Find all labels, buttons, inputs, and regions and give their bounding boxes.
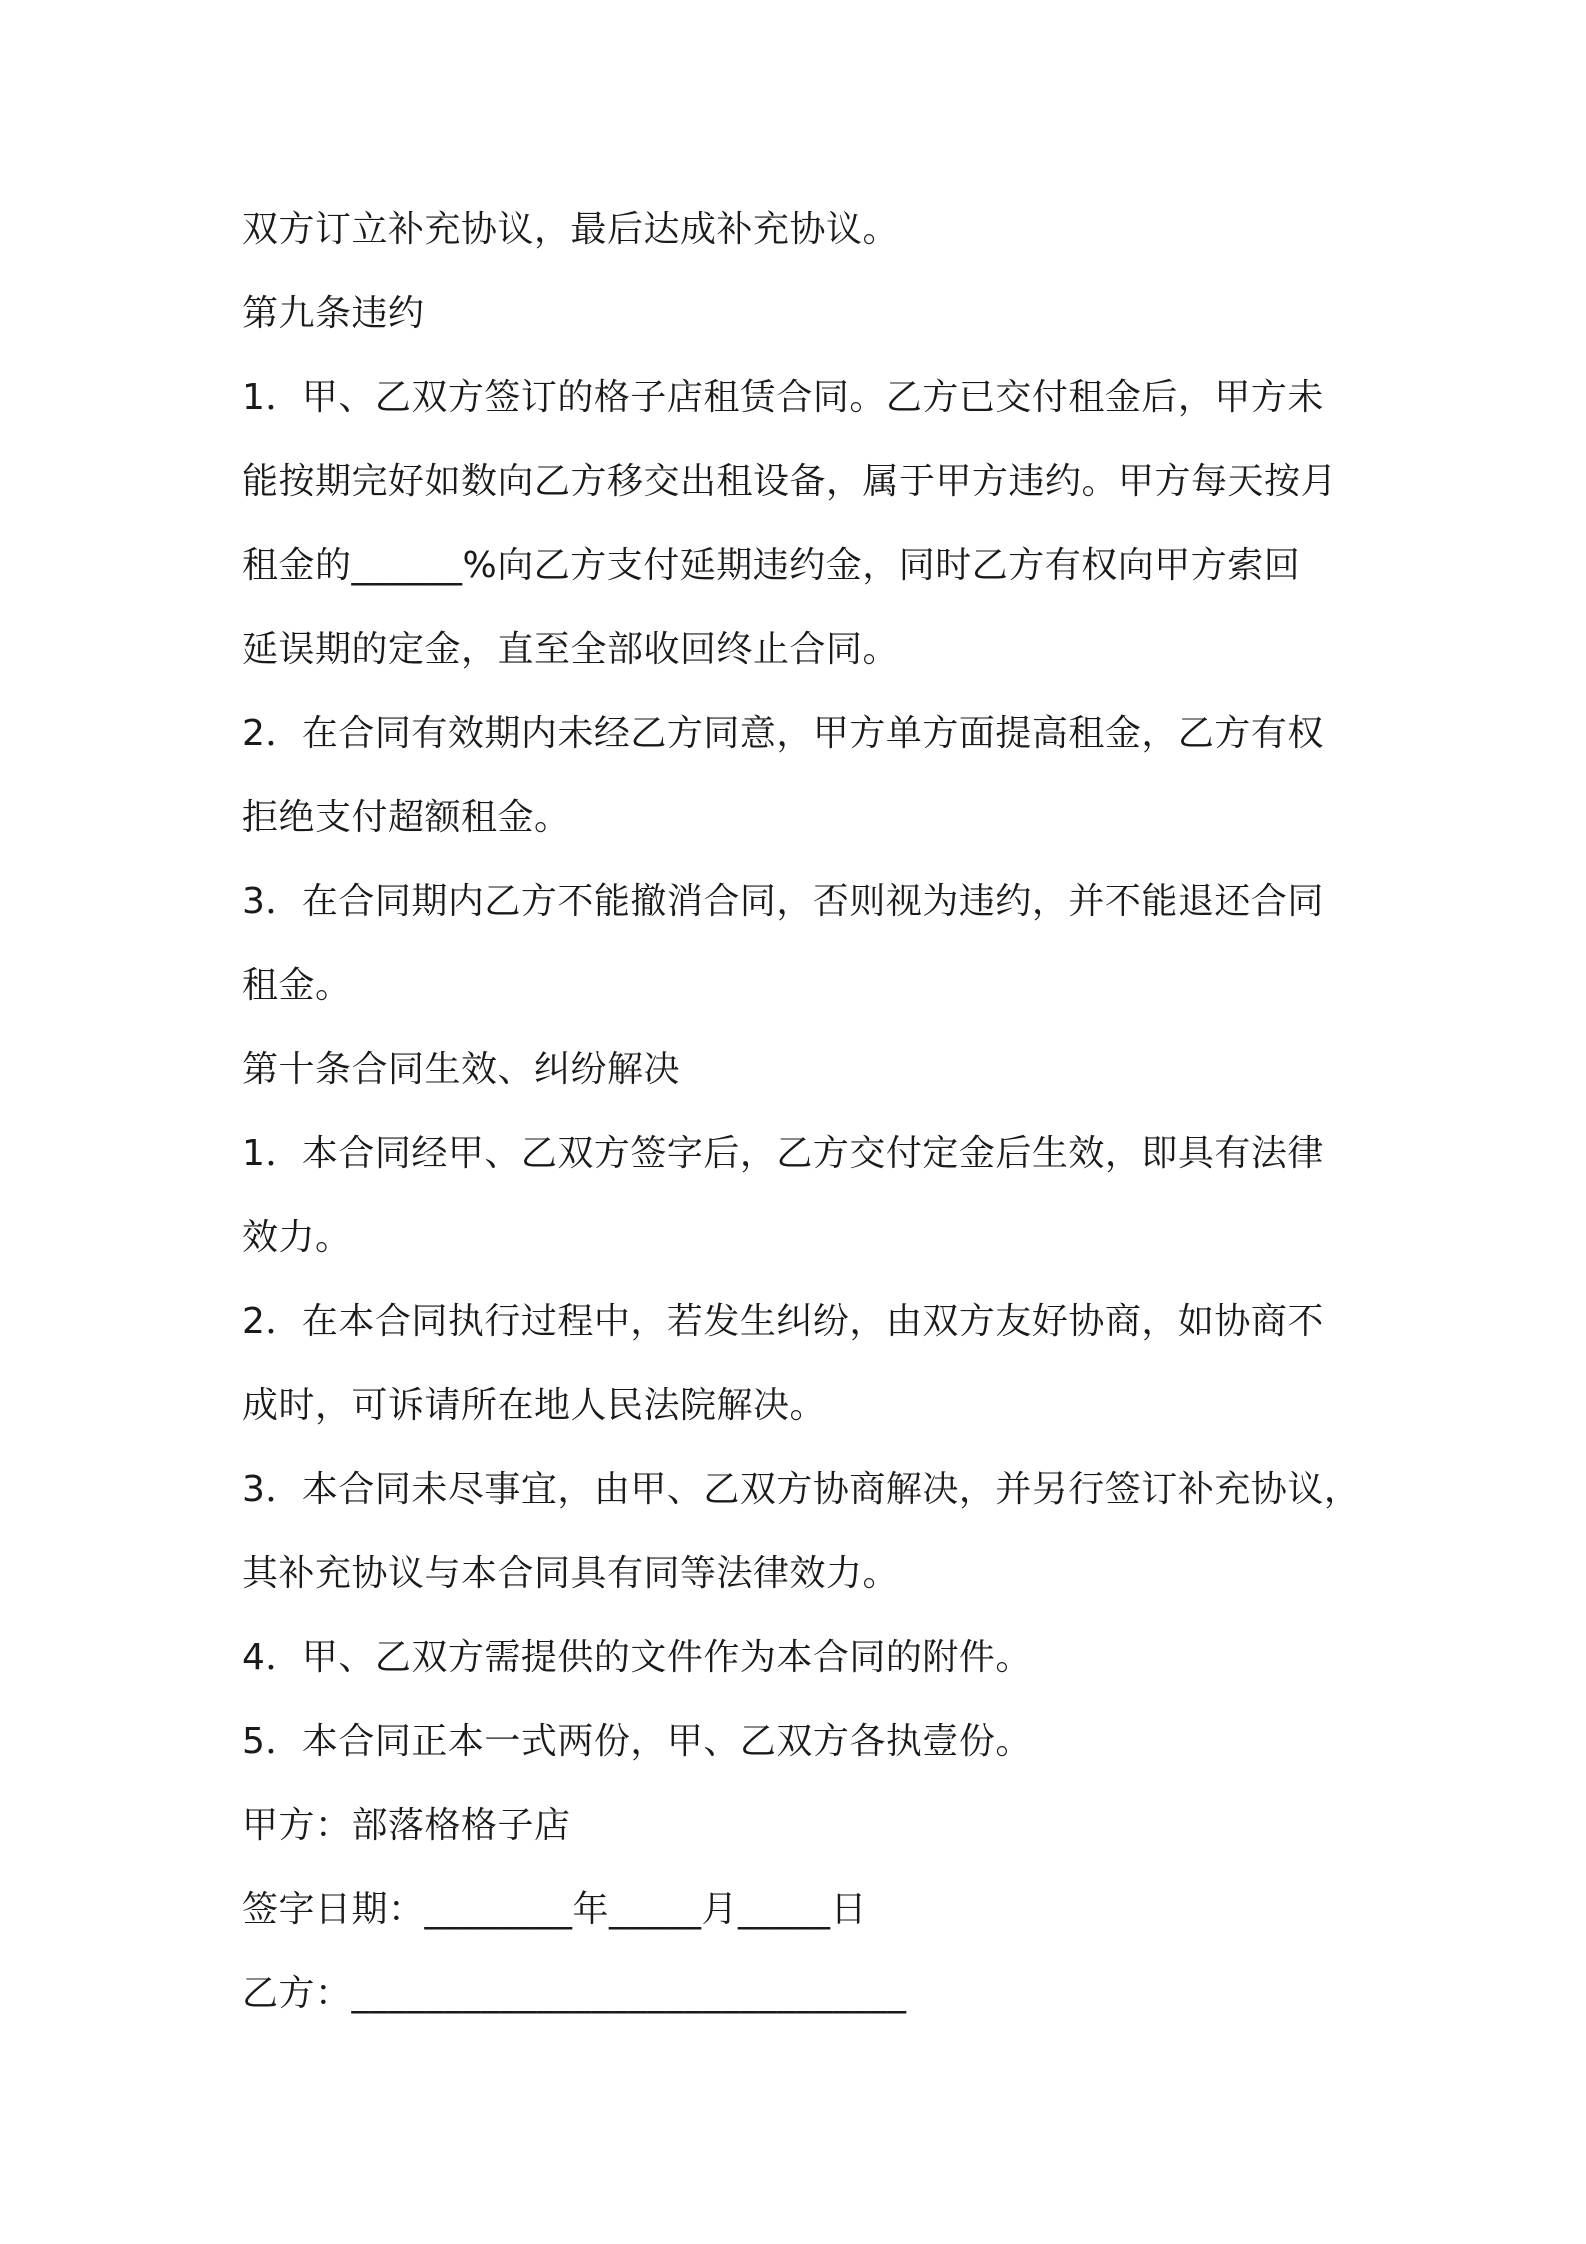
party-b-line: 乙方：______________________________	[242, 1973, 907, 2014]
document-body	[242, 194, 1372, 2042]
signature-date-line: 签字日期：________年_____月_____日	[242, 1889, 868, 1930]
text-line: 延误期的定金，直至全部收回终止合同。	[242, 629, 900, 670]
text-line: 成时，可诉请所在地人民法院解决。	[242, 1385, 827, 1426]
text-line: 效力。	[242, 1217, 352, 1258]
text-line: 3．本合同未尽事宜，由甲、乙双方协商解决，并另行签订补充协议，	[242, 1469, 1361, 1510]
party-a-line: 甲方：部落格格子店	[242, 1805, 571, 1846]
text-line: 4．甲、乙双方需提供的文件作为本合同的附件。	[242, 1637, 1032, 1678]
text-line: 能按期完好如数向乙方移交出租设备，属于甲方违约。甲方每天按月	[242, 461, 1338, 502]
text-line: 1．甲、乙双方签订的格子店租赁合同。乙方已交付租金后，甲方未	[242, 377, 1324, 418]
text-line: 租金的______%向乙方支付延期违约金，同时乙方有权向甲方索回	[242, 545, 1301, 586]
section-heading-effect: 第十条合同生效、纠纷解决	[242, 1049, 681, 1090]
text-line: 2．在合同有效期内未经乙方同意，甲方单方面提高租金，乙方有权	[242, 713, 1324, 754]
text-line: 2．在本合同执行过程中，若发生纠纷，由双方友好协商，如协商不	[242, 1301, 1324, 1342]
text-line: 5．本合同正本一式两份，甲、乙双方各执壹份。	[242, 1721, 1032, 1762]
text-line: 3．在合同期内乙方不能撤消合同，否则视为违约，并不能退还合同	[242, 881, 1324, 922]
text-line: 双方订立补充协议，最后达成补充协议。	[242, 209, 900, 250]
text-line: 拒绝支付超额租金。	[242, 797, 571, 838]
text-line: 租金。	[242, 965, 352, 1006]
text-line: 1．本合同经甲、乙双方签字后，乙方交付定金后生效，即具有法律	[242, 1133, 1324, 1174]
text-line: 其补充协议与本合同具有同等法律效力。	[242, 1553, 900, 1594]
section-heading-breach: 第九条违约	[242, 293, 425, 334]
